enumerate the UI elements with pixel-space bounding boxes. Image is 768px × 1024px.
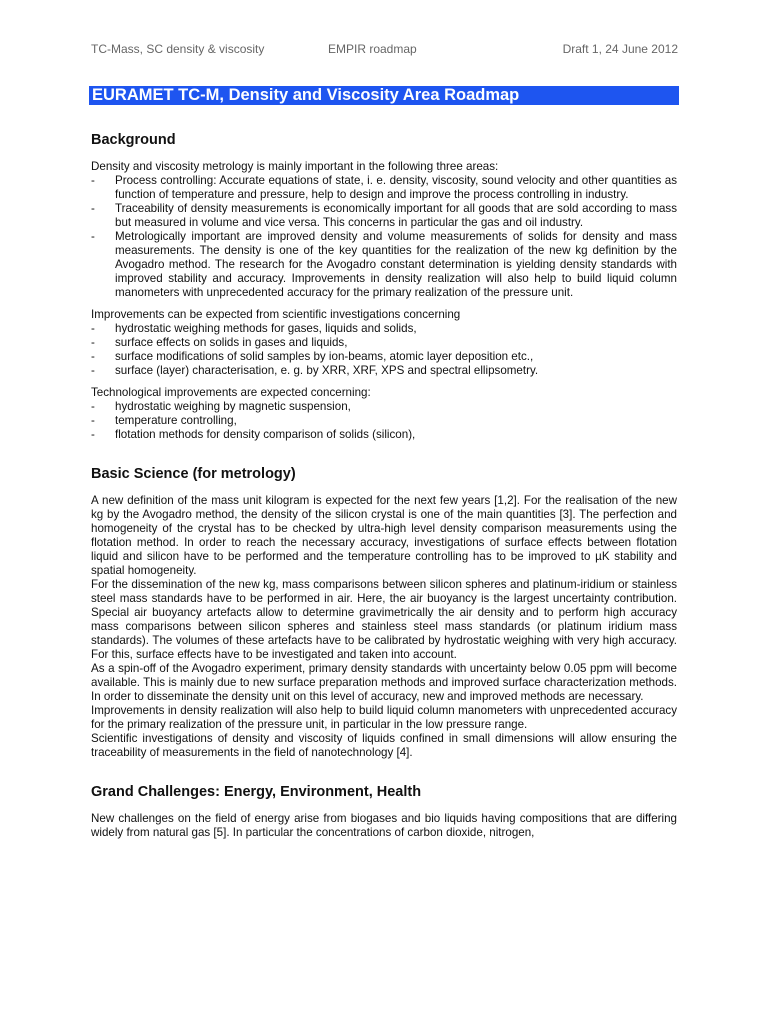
basic-science-paragraph: Improvements in density realization will also help to build liquid column manometers with unprecedented accuracy for the primary realization of the pressure unit, in particular in the low pressure range.	[91, 704, 677, 731]
grand-challenges-heading: Grand Challenges: Energy, Environment, Health	[91, 784, 422, 800]
tech-intro: Technological improvements are expected concerning:	[91, 386, 371, 399]
background-heading: Background	[91, 132, 176, 148]
grand-challenges-paragraph: New challenges on the field of energy arise from biogases and bio liquids having compositions that are differing widely from natural gas [5]. In particular the concentrations of carbon dioxide, nitrogen,	[91, 812, 677, 839]
list-item: - surface effects on solids in gases and liquids,	[91, 336, 677, 350]
areas-list	[91, 174, 677, 300]
basic-science-paragraph: A new definition of the mass unit kilogram is expected for the next few years [1,2]. For the realisation of the new kg by the Avogadro method, the density of the silicon crystal is one of the main quantities [3]. The perfection and homogeneity of the crystal has to be checked by ultra-high level density comparison measurements using the flotation method. In order to reach the necessary accuracy, investigations of surface effects between flotation liquid and silicon have to be performed and the temperature controlling has to be improved to µK stability and spatial homogeneity.	[91, 494, 677, 577]
list-item: - temperature controlling,	[91, 414, 677, 428]
basic-science-paragraph: Scientific investigations of density and viscosity of liquids confined in small dimensions will allow ensuring the traceability of measurements in the field of nanotechnology [4].	[91, 732, 677, 759]
header-center: EMPIR roadmap	[328, 42, 417, 56]
basic-science-heading: Basic Science (for metrology)	[91, 466, 296, 482]
background-intro: Density and viscosity metrology is mainly important in the following three areas:	[91, 160, 499, 173]
list-item: - flotation methods for density comparison of solids (silicon),	[91, 428, 677, 442]
basic-science-paragraph: For the dissemination of the new kg, mass comparisons between silicon spheres and platinum-iridium or stainless steel mass standards have to be performed in air. Here, the air buoyancy is the largest uncertainty contribution. Special air buoyancy artefacts allow to determine gravimetrically the air density and to perform high accuracy mass comparisons between silicon spheres and stainless steel mass standards (or platinum iridium mass standards). The volumes of these artefacts have to be calibrated by hydrostatic weighing with very high accuracy. For this, surface effects have to be investigated and taken into account.	[91, 578, 677, 661]
list-item: - surface (layer) characterisation, e. g. by XRR, XRF, XPS and spectral ellipsometry.	[91, 364, 677, 378]
document-title-bar	[89, 86, 679, 105]
document-body	[91, 130, 677, 840]
tech-list	[91, 400, 677, 442]
list-item: - hydrostatic weighing by magnetic suspension,	[91, 400, 677, 414]
header-left: TC-Mass, SC density & viscosity	[91, 42, 265, 56]
page-header	[91, 42, 678, 58]
list-item: - Traceability of density measurements is economically important for all goods that are sold according to mass but measured in volume and vice versa. This concerns in particular the gas and oil industry.	[91, 202, 677, 230]
list-item: - hydrostatic weighing methods for gases, liquids and solids,	[91, 322, 677, 336]
improvements-list	[91, 322, 677, 378]
basic-science-paragraph: As a spin-off of the Avogadro experiment, primary density standards with uncertainty below 0.05 ppm will become available. This is mainly due to new surface preparation methods and improved surface characterization methods. In order to disseminate the density unit on this level of accuracy, new and improved methods are necessary.	[91, 662, 677, 703]
list-item: - surface modifications of solid samples by ion-beams, atomic layer deposition etc.,	[91, 350, 677, 364]
improvements-intro: Improvements can be expected from scientific investigations concerning	[91, 308, 461, 321]
document-title: EURAMET TC-M, Density and Viscosity Area Roadmap	[92, 86, 520, 104]
header-right: Draft 1, 24 June 2012	[562, 42, 678, 56]
list-item: - Metrologically important are improved density and volume measurements of solids for density and mass measurements. The density is one of the key quantities for the realization of the new kg definition by the Avogadro method. The research for the Avogadro constant determination is yielding density standards with improved stability and accuracy. Improvements in density realization will also help to build liquid column manometers with unprecedented accuracy for the primary realization of the pressure unit.	[91, 230, 677, 300]
list-item: - Process controlling: Accurate equations of state, i. e. density, viscosity, sound velocity and other quantities as function of temperature and pressure, help to design and improve the process controlling in industry.	[91, 174, 677, 202]
